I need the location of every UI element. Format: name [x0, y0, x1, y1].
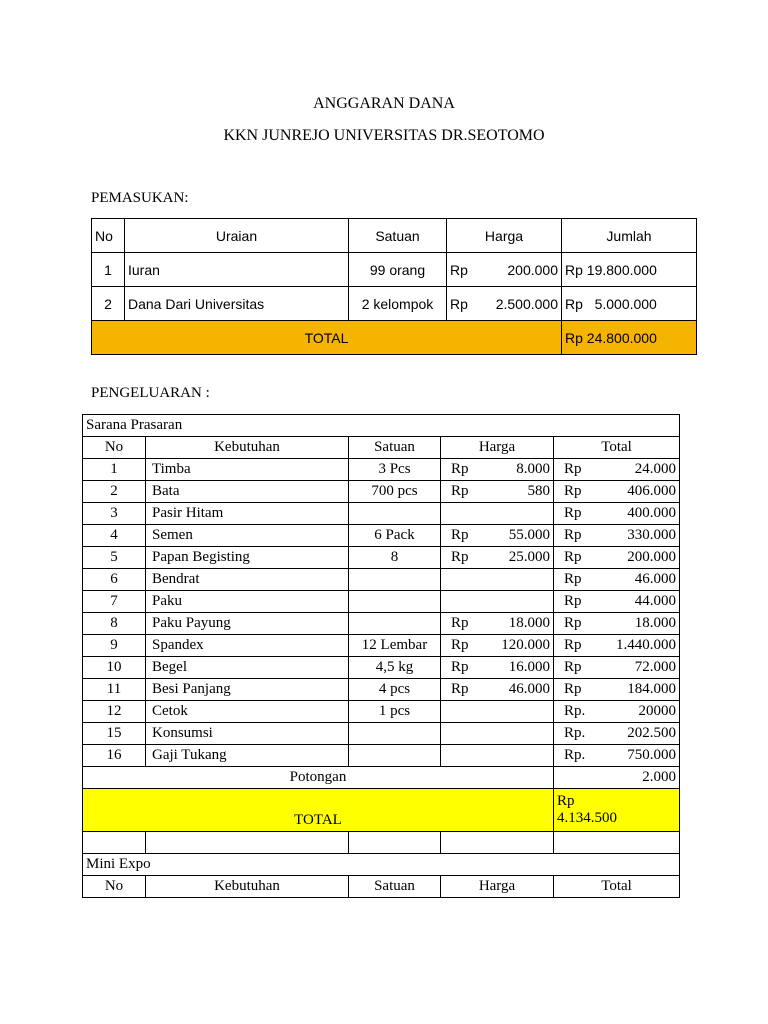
doc-subtitle: KKN JUNREJO UNIVERSITAS DR.SEOTOMO — [223, 127, 545, 144]
cell-no: 15 — [83, 723, 146, 745]
cell-satuan — [349, 569, 441, 591]
header-no: No — [92, 219, 125, 253]
potongan-value: 2.000 — [554, 767, 680, 789]
total-currency: Rp — [564, 461, 582, 477]
harga-value: 46.000 — [508, 681, 550, 697]
total-value: 406.000 — [627, 483, 677, 499]
table-row — [83, 591, 680, 613]
cell-harga — [441, 635, 554, 657]
cell-no: 1 — [92, 253, 125, 287]
income-table — [91, 218, 697, 355]
total-amount — [564, 637, 676, 654]
header-harga: Harga — [441, 437, 554, 459]
table-row — [92, 287, 697, 321]
harga-currency: Rp — [451, 637, 469, 653]
harga-amount — [450, 296, 558, 312]
cell-no: 5 — [83, 547, 146, 569]
header-satuan: Satuan — [349, 876, 441, 898]
cell-satuan — [349, 745, 441, 767]
harga-value: 55.000 — [508, 527, 550, 543]
total-value: 184.000 — [627, 681, 677, 697]
total-amount — [564, 593, 676, 610]
cell-no: 6 — [83, 569, 146, 591]
table-row — [83, 657, 680, 679]
cell-harga — [441, 723, 554, 745]
cell-kebutuhan: Timba — [146, 459, 349, 481]
total-amount — [564, 505, 676, 522]
cell-harga — [441, 591, 554, 613]
harga-currency: Rp — [451, 527, 469, 543]
table-row — [83, 613, 680, 635]
table-row — [83, 679, 680, 701]
cell-no: 3 — [83, 503, 146, 525]
total-currency: Rp — [564, 659, 582, 675]
total-value: 202.500 — [627, 725, 677, 741]
cell-harga — [441, 679, 554, 701]
harga-value: 18.000 — [508, 615, 550, 631]
empty-cell — [349, 832, 441, 854]
harga-amount — [451, 527, 550, 544]
empty-row — [83, 832, 680, 854]
cell-jumlah: Rp 19.800.000 — [562, 253, 697, 287]
cell-kebutuhan: Paku — [146, 591, 349, 613]
table-row — [83, 547, 680, 569]
header-total: Total — [554, 876, 680, 898]
cell-satuan: 2 kelompok — [349, 287, 447, 321]
total-value: 200.000 — [627, 549, 677, 565]
total-currency: Rp. — [564, 725, 586, 741]
empty-cell — [441, 832, 554, 854]
cell-satuan — [349, 613, 441, 635]
cell-harga — [441, 613, 554, 635]
total-value: 330.000 — [627, 527, 677, 543]
cell-no: 16 — [83, 745, 146, 767]
cell-total — [554, 723, 680, 745]
header-uraian: Uraian — [125, 219, 349, 253]
cell-no: 1 — [83, 459, 146, 481]
total-amount — [564, 549, 676, 566]
cell-total — [554, 547, 680, 569]
harga-amount — [451, 483, 550, 500]
cell-satuan — [349, 503, 441, 525]
cell-no: 12 — [83, 701, 146, 723]
total-currency: Rp — [564, 483, 582, 499]
header-satuan: Satuan — [349, 219, 447, 253]
table-header-row — [83, 876, 680, 898]
cell-total — [554, 569, 680, 591]
total-value: 72.000 — [634, 659, 677, 675]
empty-cell — [554, 832, 680, 854]
expense-total-rp: Rp — [557, 793, 575, 809]
income-total-label: TOTAL — [92, 321, 562, 355]
cell-kebutuhan: Gaji Tukang — [146, 745, 349, 767]
harga-value: 25.000 — [508, 549, 550, 565]
potongan-row — [83, 767, 680, 789]
section-title-row — [83, 415, 680, 437]
cell-kebutuhan: Begel — [146, 657, 349, 679]
cell-total — [554, 635, 680, 657]
cell-harga — [441, 459, 554, 481]
cell-satuan — [349, 591, 441, 613]
total-currency: Rp — [564, 637, 582, 653]
harga-value: 200.000 — [507, 261, 558, 278]
header-total: Total — [554, 437, 680, 459]
table-row — [83, 701, 680, 723]
harga-amount — [451, 615, 550, 632]
harga-amount — [451, 681, 550, 698]
total-value: 750.000 — [627, 747, 677, 763]
total-amount — [564, 571, 676, 588]
cell-kebutuhan: Semen — [146, 525, 349, 547]
cell-total — [554, 481, 680, 503]
potongan-label: Potongan — [83, 767, 554, 789]
cell-uraian: Dana Dari Universitas — [125, 287, 349, 321]
expense-total-cell — [554, 789, 680, 832]
cell-jumlah: Rp 5.000.000 — [562, 287, 697, 321]
total-amount — [564, 659, 676, 676]
harga-value: 16.000 — [508, 659, 550, 675]
cell-kebutuhan: Paku Payung — [146, 613, 349, 635]
total-amount — [564, 615, 676, 632]
cell-total — [554, 503, 680, 525]
cell-kebutuhan: Bata — [146, 481, 349, 503]
total-value: 24.000 — [634, 461, 677, 477]
cell-total — [554, 525, 680, 547]
cell-harga — [441, 657, 554, 679]
total-value: 18.000 — [634, 615, 677, 631]
harga-amount — [451, 549, 550, 566]
expense-total-row — [83, 789, 680, 832]
pengeluaran-label: PENGELUARAN : — [91, 385, 210, 401]
table-header-row — [83, 437, 680, 459]
income-total-row — [92, 321, 697, 355]
harga-value: 2.500.000 — [495, 295, 558, 312]
cell-kebutuhan: Konsumsi — [146, 723, 349, 745]
pemasukan-label: PEMASUKAN: — [91, 190, 189, 206]
harga-value: 580 — [527, 483, 550, 499]
table-row — [83, 723, 680, 745]
cell-total — [554, 679, 680, 701]
cell-no: 2 — [92, 287, 125, 321]
total-currency: Rp. — [564, 747, 586, 763]
total-amount — [564, 483, 676, 500]
cell-satuan: 3 Pcs — [349, 459, 441, 481]
cell-kebutuhan: Besi Panjang — [146, 679, 349, 701]
total-currency: Rp — [564, 593, 582, 609]
cell-harga — [447, 287, 562, 321]
empty-cell — [83, 832, 146, 854]
harga-amount — [450, 262, 558, 278]
total-value: 20000 — [638, 703, 677, 719]
cell-uraian: Iuran — [125, 253, 349, 287]
cell-harga — [441, 745, 554, 767]
table-row — [83, 525, 680, 547]
total-currency: Rp — [564, 527, 582, 543]
cell-total — [554, 657, 680, 679]
header-satuan: Satuan — [349, 437, 441, 459]
cell-satuan: 700 pcs — [349, 481, 441, 503]
cell-no: 10 — [83, 657, 146, 679]
cell-harga — [441, 569, 554, 591]
total-amount — [564, 725, 676, 742]
table-row — [83, 503, 680, 525]
cell-total — [554, 701, 680, 723]
cell-kebutuhan: Pasir Hitam — [146, 503, 349, 525]
harga-amount — [451, 637, 550, 654]
cell-no: 2 — [83, 481, 146, 503]
cell-kebutuhan: Cetok — [146, 701, 349, 723]
cell-no: 9 — [83, 635, 146, 657]
harga-amount — [451, 461, 550, 478]
expense-total-label: TOTAL — [83, 789, 554, 832]
total-amount — [564, 703, 676, 720]
section-title-row — [83, 854, 680, 876]
harga-value: 8.000 — [516, 461, 550, 477]
header-no: No — [83, 437, 146, 459]
table-row — [83, 635, 680, 657]
header-harga: Harga — [441, 876, 554, 898]
cell-total — [554, 459, 680, 481]
total-amount — [564, 681, 676, 698]
cell-satuan: 1 pcs — [349, 701, 441, 723]
header-no: No — [83, 876, 146, 898]
cell-no: 11 — [83, 679, 146, 701]
mini-expo-title: Mini Expo — [83, 854, 680, 876]
cell-satuan: 99 orang — [349, 253, 447, 287]
table-row — [83, 745, 680, 767]
cell-total — [554, 745, 680, 767]
cell-satuan: 6 Pack — [349, 525, 441, 547]
table-row — [92, 253, 697, 287]
harga-amount — [451, 659, 550, 676]
sarana-title: Sarana Prasaran — [83, 415, 680, 437]
cell-no: 4 — [83, 525, 146, 547]
harga-currency: Rp — [451, 659, 469, 675]
cell-satuan: 12 Lembar — [349, 635, 441, 657]
cell-harga — [441, 503, 554, 525]
cell-total — [554, 613, 680, 635]
cell-satuan: 4,5 kg — [349, 657, 441, 679]
cell-satuan: 8 — [349, 547, 441, 569]
total-value: 400.000 — [627, 505, 677, 521]
total-value: 46.000 — [634, 571, 677, 587]
total-currency: Rp. — [564, 703, 586, 719]
cell-satuan — [349, 723, 441, 745]
table-row — [83, 481, 680, 503]
harga-currency: Rp — [451, 615, 469, 631]
total-value: 44.000 — [634, 593, 677, 609]
expense-total-value: 4.134.500 — [557, 810, 617, 826]
cell-harga — [441, 547, 554, 569]
table-row — [83, 569, 680, 591]
total-currency: Rp — [564, 571, 582, 587]
total-currency: Rp — [564, 505, 582, 521]
harga-currency: Rp — [450, 295, 468, 312]
harga-currency: Rp — [451, 483, 469, 499]
cell-kebutuhan: Papan Begisting — [146, 547, 349, 569]
harga-currency: Rp — [450, 261, 468, 278]
cell-harga — [441, 481, 554, 503]
cell-no: 7 — [83, 591, 146, 613]
header-jumlah: Jumlah — [562, 219, 697, 253]
total-amount — [564, 527, 676, 544]
total-currency: Rp — [564, 615, 582, 631]
cell-kebutuhan: Spandex — [146, 635, 349, 657]
harga-currency: Rp — [451, 461, 469, 477]
total-currency: Rp — [564, 549, 582, 565]
header-kebutuhan: Kebutuhan — [146, 437, 349, 459]
cell-total — [554, 591, 680, 613]
harga-currency: Rp — [451, 549, 469, 565]
header-harga: Harga — [447, 219, 562, 253]
cell-satuan: 4 pcs — [349, 679, 441, 701]
harga-value: 120.000 — [501, 637, 550, 653]
total-amount — [564, 461, 676, 478]
doc-title: ANGGARAN DANA — [313, 95, 455, 112]
cell-kebutuhan: Bendrat — [146, 569, 349, 591]
table-row — [83, 459, 680, 481]
expense-table — [82, 414, 680, 898]
cell-harga — [441, 701, 554, 723]
cell-no: 8 — [83, 613, 146, 635]
total-currency: Rp — [564, 681, 582, 697]
empty-cell — [146, 832, 349, 854]
table-header-row — [92, 219, 697, 253]
total-amount — [564, 747, 676, 764]
cell-harga — [447, 253, 562, 287]
header-kebutuhan: Kebutuhan — [146, 876, 349, 898]
harga-currency: Rp — [451, 681, 469, 697]
income-total-value: Rp 24.800.000 — [562, 321, 697, 355]
total-value: 1.440.000 — [616, 637, 677, 653]
cell-harga — [441, 525, 554, 547]
